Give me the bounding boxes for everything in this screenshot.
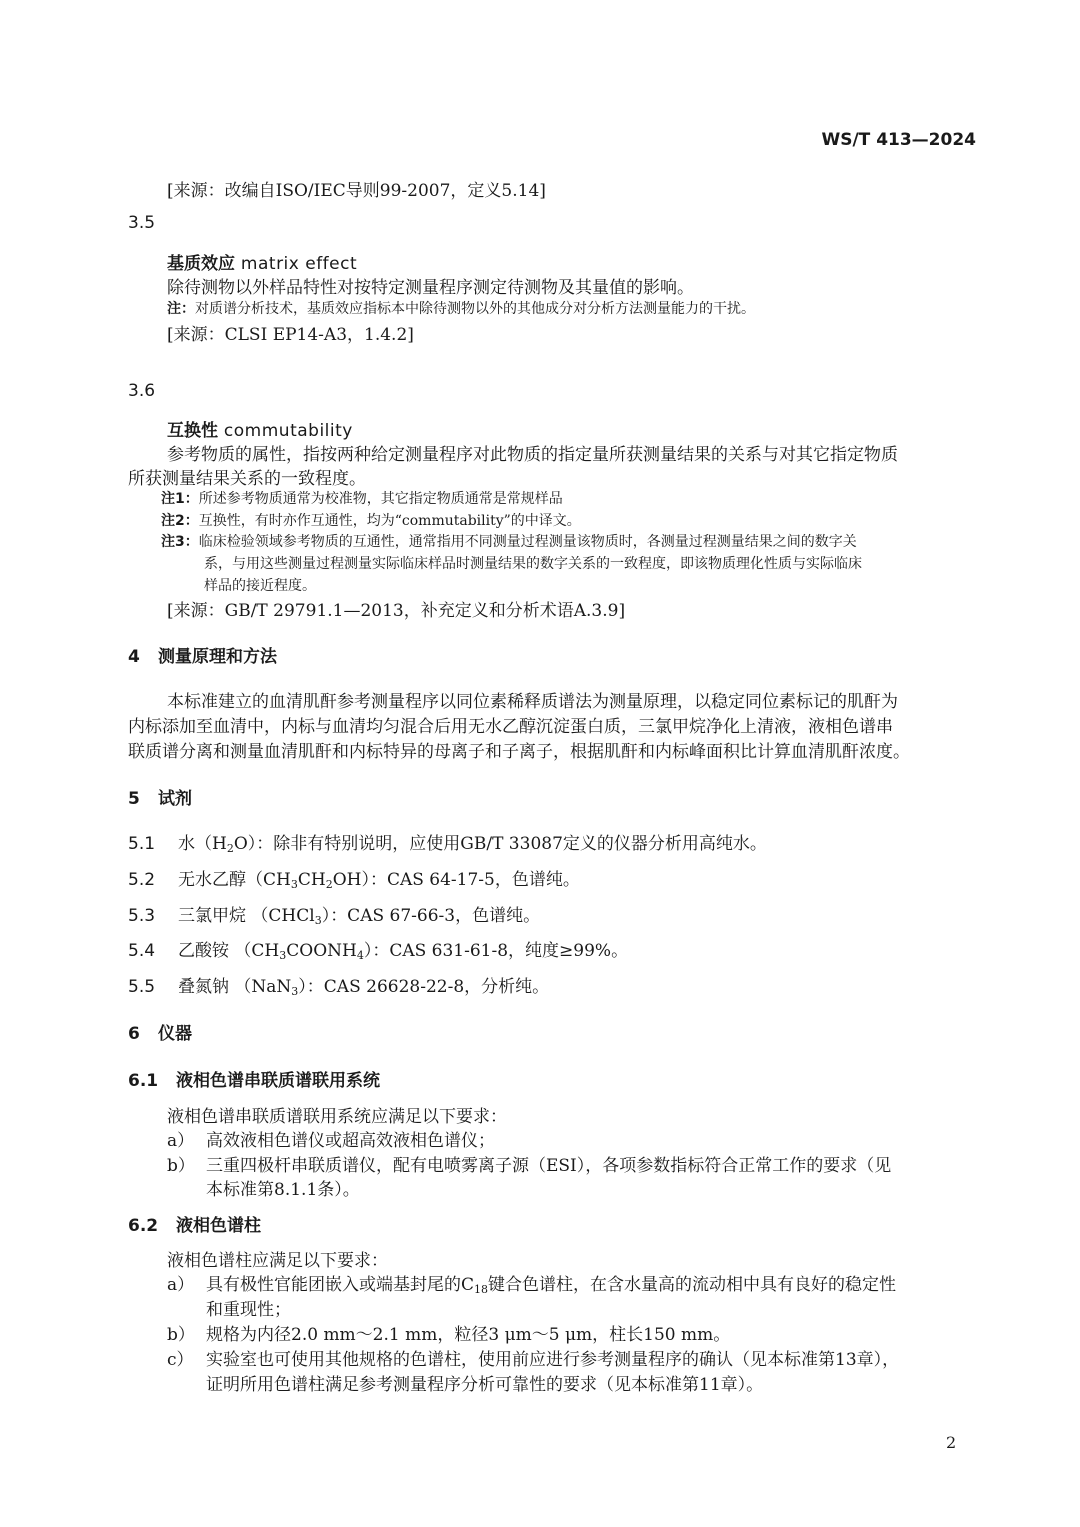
chapter-4-para-line2: 内标添加至血清中，内标与血清均匀混合后用无水乙醇沉淀蛋白质，三氯甲烷净化上清液，液相色谱串: [128, 717, 893, 737]
subscript: 3: [290, 878, 298, 891]
list-label-a: a）: [167, 1275, 195, 1295]
reagent-name-end: ）: [363, 941, 373, 961]
standard-code: WS/T 413—2024: [821, 130, 976, 150]
reagent-name: 水（H: [178, 834, 227, 854]
reagent-spec: ：CAS 26628-22-8，分析纯。: [306, 977, 550, 997]
chapter-4-para-line3: 联质谱分离和测量血清肌酐和内标特异的母离子和子离子，根据肌酐和内标峰面积比计算血清肌酐浓度。: [128, 742, 910, 762]
reagent-spec: ：CAS 67-66-3，色谱纯。: [330, 906, 541, 926]
note-text: 所述参考物质通常为校准物，其它指定物质通常是常规样品: [198, 491, 563, 507]
term-title-zh: 互换性: [167, 421, 218, 441]
section-6-1-item-a: 高效液相色谱仪或超高效液相色谱仪；: [206, 1131, 495, 1151]
reagent-number: 5.5: [128, 977, 156, 997]
reagent-name: 乙酸铵 （CH: [178, 941, 280, 961]
section-6-1-item-b-line1: 三重四极杆串联质谱仪，配有电喷雾离子源（ESI），各项参数指标符合正常工作的要求（见: [206, 1156, 892, 1176]
reagent-name-end: ）: [321, 906, 331, 926]
term-title-3-5: [167, 249, 357, 274]
source-ref-3-6: [来源：GB/T 29791.1—2013，补充定义和分析术语A.3.9]: [167, 601, 626, 621]
chapter-title: 试剂: [158, 789, 192, 809]
chapter-number: 6: [128, 1024, 140, 1044]
subscript: 4: [356, 949, 364, 962]
definition-3-5: 除待测物以外样品特性对按特定测量程序测定待测物及其量值的影响。: [167, 278, 694, 298]
reagent-spec: ：CAS 64-17-5，色谱纯。: [369, 870, 580, 890]
chapter-number: 5: [128, 789, 140, 809]
source-ref-3-5: [来源：CLSI EP14-A3，1.4.2]: [167, 325, 414, 345]
term-number-3-6: 3.6: [128, 381, 156, 401]
item-text: 具有极性官能团嵌入或端基封尾的C: [206, 1275, 475, 1295]
reagent-name: 三氯甲烷 （CHCl: [178, 906, 315, 926]
chapter-4-para-line1: 本标准建立的血清肌酐参考测量程序以同位素稀释质谱法为测量原理，以稳定同位素标记的肌酐为: [167, 692, 898, 712]
section-6-2-item-c-line2: 证明所用色谱柱满足参考测量程序分析可靠性的要求（见本标准第11章）。: [206, 1375, 764, 1395]
note1-3-6: [161, 488, 563, 508]
subscript: 2: [226, 842, 234, 855]
reagent-name-part: CH: [297, 870, 326, 890]
chapter-title: 仪器: [158, 1024, 192, 1044]
definition-3-6-line2: 所获测量结果关系的一致程度。: [128, 469, 366, 489]
reagent-number: 5.1: [128, 834, 156, 854]
list-label-b: b）: [167, 1325, 195, 1345]
reagent-name-part: COONH: [286, 941, 357, 961]
subscript: 18: [474, 1283, 489, 1296]
note-text: 临床检验领域参考物质的互通性，通常指用不同测量过程测量该物质时，各测量过程测量结果之间的数字关: [198, 534, 857, 550]
reagent-name-end: OH）: [332, 870, 370, 890]
section-6-1-intro: 液相色谱串联质谱联用系统应满足以下要求：: [167, 1107, 507, 1127]
section-6-2-item-a-line1: [206, 1270, 896, 1296]
note-label: 注2：: [161, 513, 199, 529]
item-text: 键合色谱柱，在含水量高的流动相中具有良好的稳定性: [488, 1275, 897, 1295]
note2-3-6: [161, 510, 581, 530]
list-label-b: b）: [167, 1156, 195, 1176]
reagent-name-end: ）: [298, 977, 307, 997]
chapter-number: 4: [128, 647, 140, 667]
reagent-item-5-1: [128, 829, 767, 855]
note3-3-6-line1: [161, 531, 857, 551]
term-number-3-5: 3.5: [128, 213, 156, 233]
note3-3-6-line3: 样品的接近程度。: [204, 578, 316, 594]
section-6-1-item-b-line2: 本标准第8.1.1条）。: [206, 1180, 360, 1200]
reagent-number: 5.3: [128, 906, 156, 926]
term-title-en: commutability: [223, 421, 353, 441]
reagent-number: 5.2: [128, 870, 156, 890]
section-number: 6.1: [128, 1071, 159, 1091]
reagent-item-5-3: [128, 901, 540, 927]
chapter-5-heading: [128, 784, 192, 809]
section-title: 液相色谱柱: [176, 1216, 261, 1236]
term-title-zh: 基质效应: [167, 254, 235, 274]
note-text: 对质谱分析技术，基质效应指标本中除待测物以外的其他成分对分析方法测量能力的干扰。: [195, 301, 755, 317]
list-label-a: a）: [167, 1131, 195, 1151]
reagent-spec: ：CAS 631-61-8，纯度≥99%。: [372, 941, 629, 961]
term-title-en: matrix effect: [240, 254, 358, 274]
reagent-spec: ：除非有特别说明，应使用GB/T 33087定义的仪器分析用高纯水。: [256, 834, 767, 854]
source-ref-3-4: [来源：改编自ISO/IEC导则99-2007，定义5.14]: [167, 181, 546, 201]
section-6-2-heading: [128, 1211, 261, 1236]
section-6-2-item-a-line2: 和重现性；: [206, 1300, 291, 1320]
reagent-number: 5.4: [128, 941, 156, 961]
reagent-item-5-4: [128, 936, 628, 962]
note-label: 注：: [167, 301, 195, 317]
note-text: 互换性，有时亦作互通性，均为“commutability”的中译文。: [198, 513, 581, 529]
note3-3-6-line2: 系，与用这些测量过程测量实际临床样品时测量结果的数字关系的一致程度，即该物质理化性质与实际临床: [204, 556, 862, 572]
page-number: 2: [946, 1433, 957, 1452]
definition-3-6-line1: 参考物质的属性，指按两种给定测量程序对此物质的指定量所获测量结果的关系与对其它指定物质: [167, 445, 898, 465]
section-6-2-intro: 液相色谱柱应满足以下要求：: [167, 1251, 388, 1271]
subscript: 2: [325, 878, 333, 891]
section-6-2-item-c-line1: 实验室也可使用其他规格的色谱柱，使用前应进行参考测量程序的确认（见本标准第13章），: [206, 1350, 900, 1370]
list-label-c: c）: [167, 1350, 194, 1370]
section-6-2-item-b: 规格为内径2.0 mm～2.1 mm，粒径3 μm～5 μm，柱长150 mm。: [206, 1325, 731, 1345]
section-6-1-heading: [128, 1066, 380, 1091]
reagent-item-5-2: [128, 865, 580, 891]
note-label: 注3：: [161, 534, 199, 550]
reagent-name: 叠氮钠 （NaN: [178, 977, 292, 997]
section-number: 6.2: [128, 1216, 159, 1236]
term-title-3-6: [167, 416, 353, 441]
chapter-4-heading: [128, 642, 277, 667]
subscript: 3: [314, 914, 322, 927]
note-label: 注1：: [161, 491, 199, 507]
subscript: 3: [279, 949, 287, 962]
note-3-5: [167, 298, 755, 318]
reagent-item-5-5: [128, 972, 549, 998]
section-title: 液相色谱串联质谱联用系统: [176, 1071, 380, 1091]
subscript: 3: [291, 985, 299, 998]
reagent-name: 无水乙醇（CH: [178, 870, 291, 890]
chapter-6-heading: [128, 1019, 192, 1044]
chapter-title: 测量原理和方法: [158, 647, 277, 667]
reagent-name-end: O）: [233, 834, 257, 854]
